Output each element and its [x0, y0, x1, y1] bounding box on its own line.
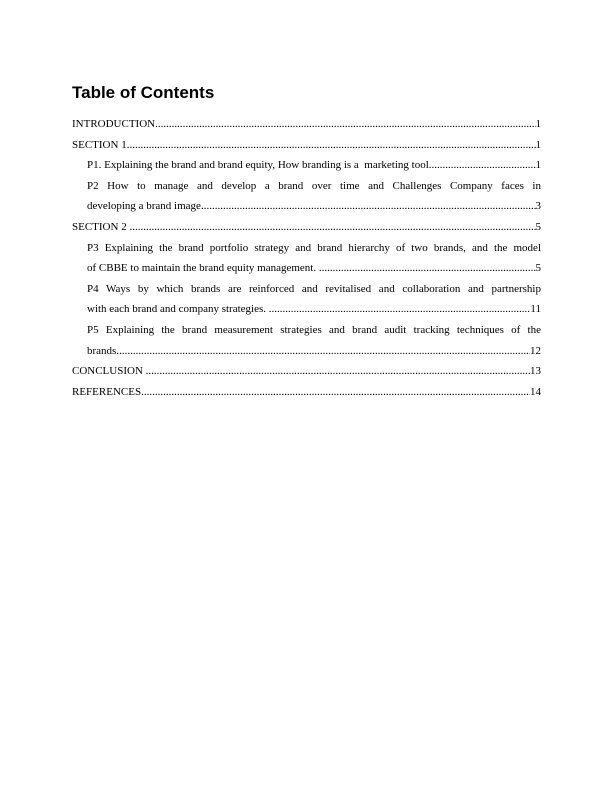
dot-leader — [155, 114, 535, 135]
dot-leader — [146, 361, 530, 382]
dot-leader — [201, 196, 536, 217]
toc-page-number: 1 — [535, 138, 541, 151]
dot-leader — [141, 382, 530, 403]
toc-entry-label-continued: developing a brand image — [87, 200, 201, 213]
toc-page-number: 1 — [535, 159, 541, 172]
toc-entry-conclusion[interactable] — [72, 361, 541, 382]
toc-entry-p1[interactable] — [72, 155, 541, 176]
toc-page-number: 5 — [535, 220, 541, 233]
toc-entry-label: P2 How to manage and develop a brand over time and Challenges Company faces in — [87, 179, 541, 192]
toc-entry-label-continued: of CBBE to maintain the brand equity management. — [87, 262, 319, 275]
toc-page-number: 13 — [530, 365, 541, 378]
dot-leader — [429, 155, 536, 176]
dot-leader — [269, 299, 531, 320]
toc-entry-label: P1. Explaining the brand and brand equity, How branding is a marketing tool — [87, 159, 429, 172]
toc-entry-label: P4 Ways by which brands are reinforced and revitalised and collaboration and partnership — [87, 282, 541, 295]
toc-entry-section-2[interactable] — [72, 217, 541, 238]
toc-entry-label: P3 Explaining the brand portfolio strategy and brand hierarchy of two brands, and the model — [87, 241, 541, 254]
toc-entry-p5[interactable] — [72, 320, 541, 361]
toc-page-number: 12 — [530, 344, 541, 357]
toc-page-number: 5 — [535, 262, 541, 275]
toc-entry-p2[interactable] — [72, 176, 541, 217]
toc-entry-label: INTRODUCTION — [72, 118, 156, 130]
toc-page-number: 14 — [530, 385, 541, 398]
toc-entry-label: REFERENCES — [72, 385, 142, 398]
toc-entry-references[interactable] — [72, 382, 541, 403]
dot-leader — [127, 135, 536, 156]
dot-leader — [116, 341, 530, 362]
toc-title: Table of Contents — [72, 83, 215, 102]
dot-leader — [129, 217, 535, 238]
toc-entry-label-continued: brands — [87, 344, 117, 357]
toc-page-number: 1 — [535, 118, 541, 130]
toc-entry-label-continued: with each brand and company strategies. — [87, 303, 269, 316]
toc-entry-section-1[interactable] — [72, 135, 541, 156]
table-of-contents — [72, 114, 541, 402]
toc-entry-introduction[interactable] — [72, 114, 541, 135]
toc-entry-p3[interactable] — [72, 238, 541, 279]
toc-page-number: 3 — [535, 200, 541, 213]
toc-entry-label: CONCLUSION — [72, 365, 146, 378]
dot-leader — [319, 258, 536, 279]
toc-entry-label: SECTION 2 — [72, 220, 130, 233]
toc-page-number: 11 — [530, 303, 541, 316]
toc-entry-label: SECTION 1 — [72, 138, 127, 151]
toc-entry-label: P5 Explaining the brand measurement strategies and brand audit tracking techniques of the — [87, 323, 541, 336]
toc-entry-p4[interactable] — [72, 279, 541, 320]
